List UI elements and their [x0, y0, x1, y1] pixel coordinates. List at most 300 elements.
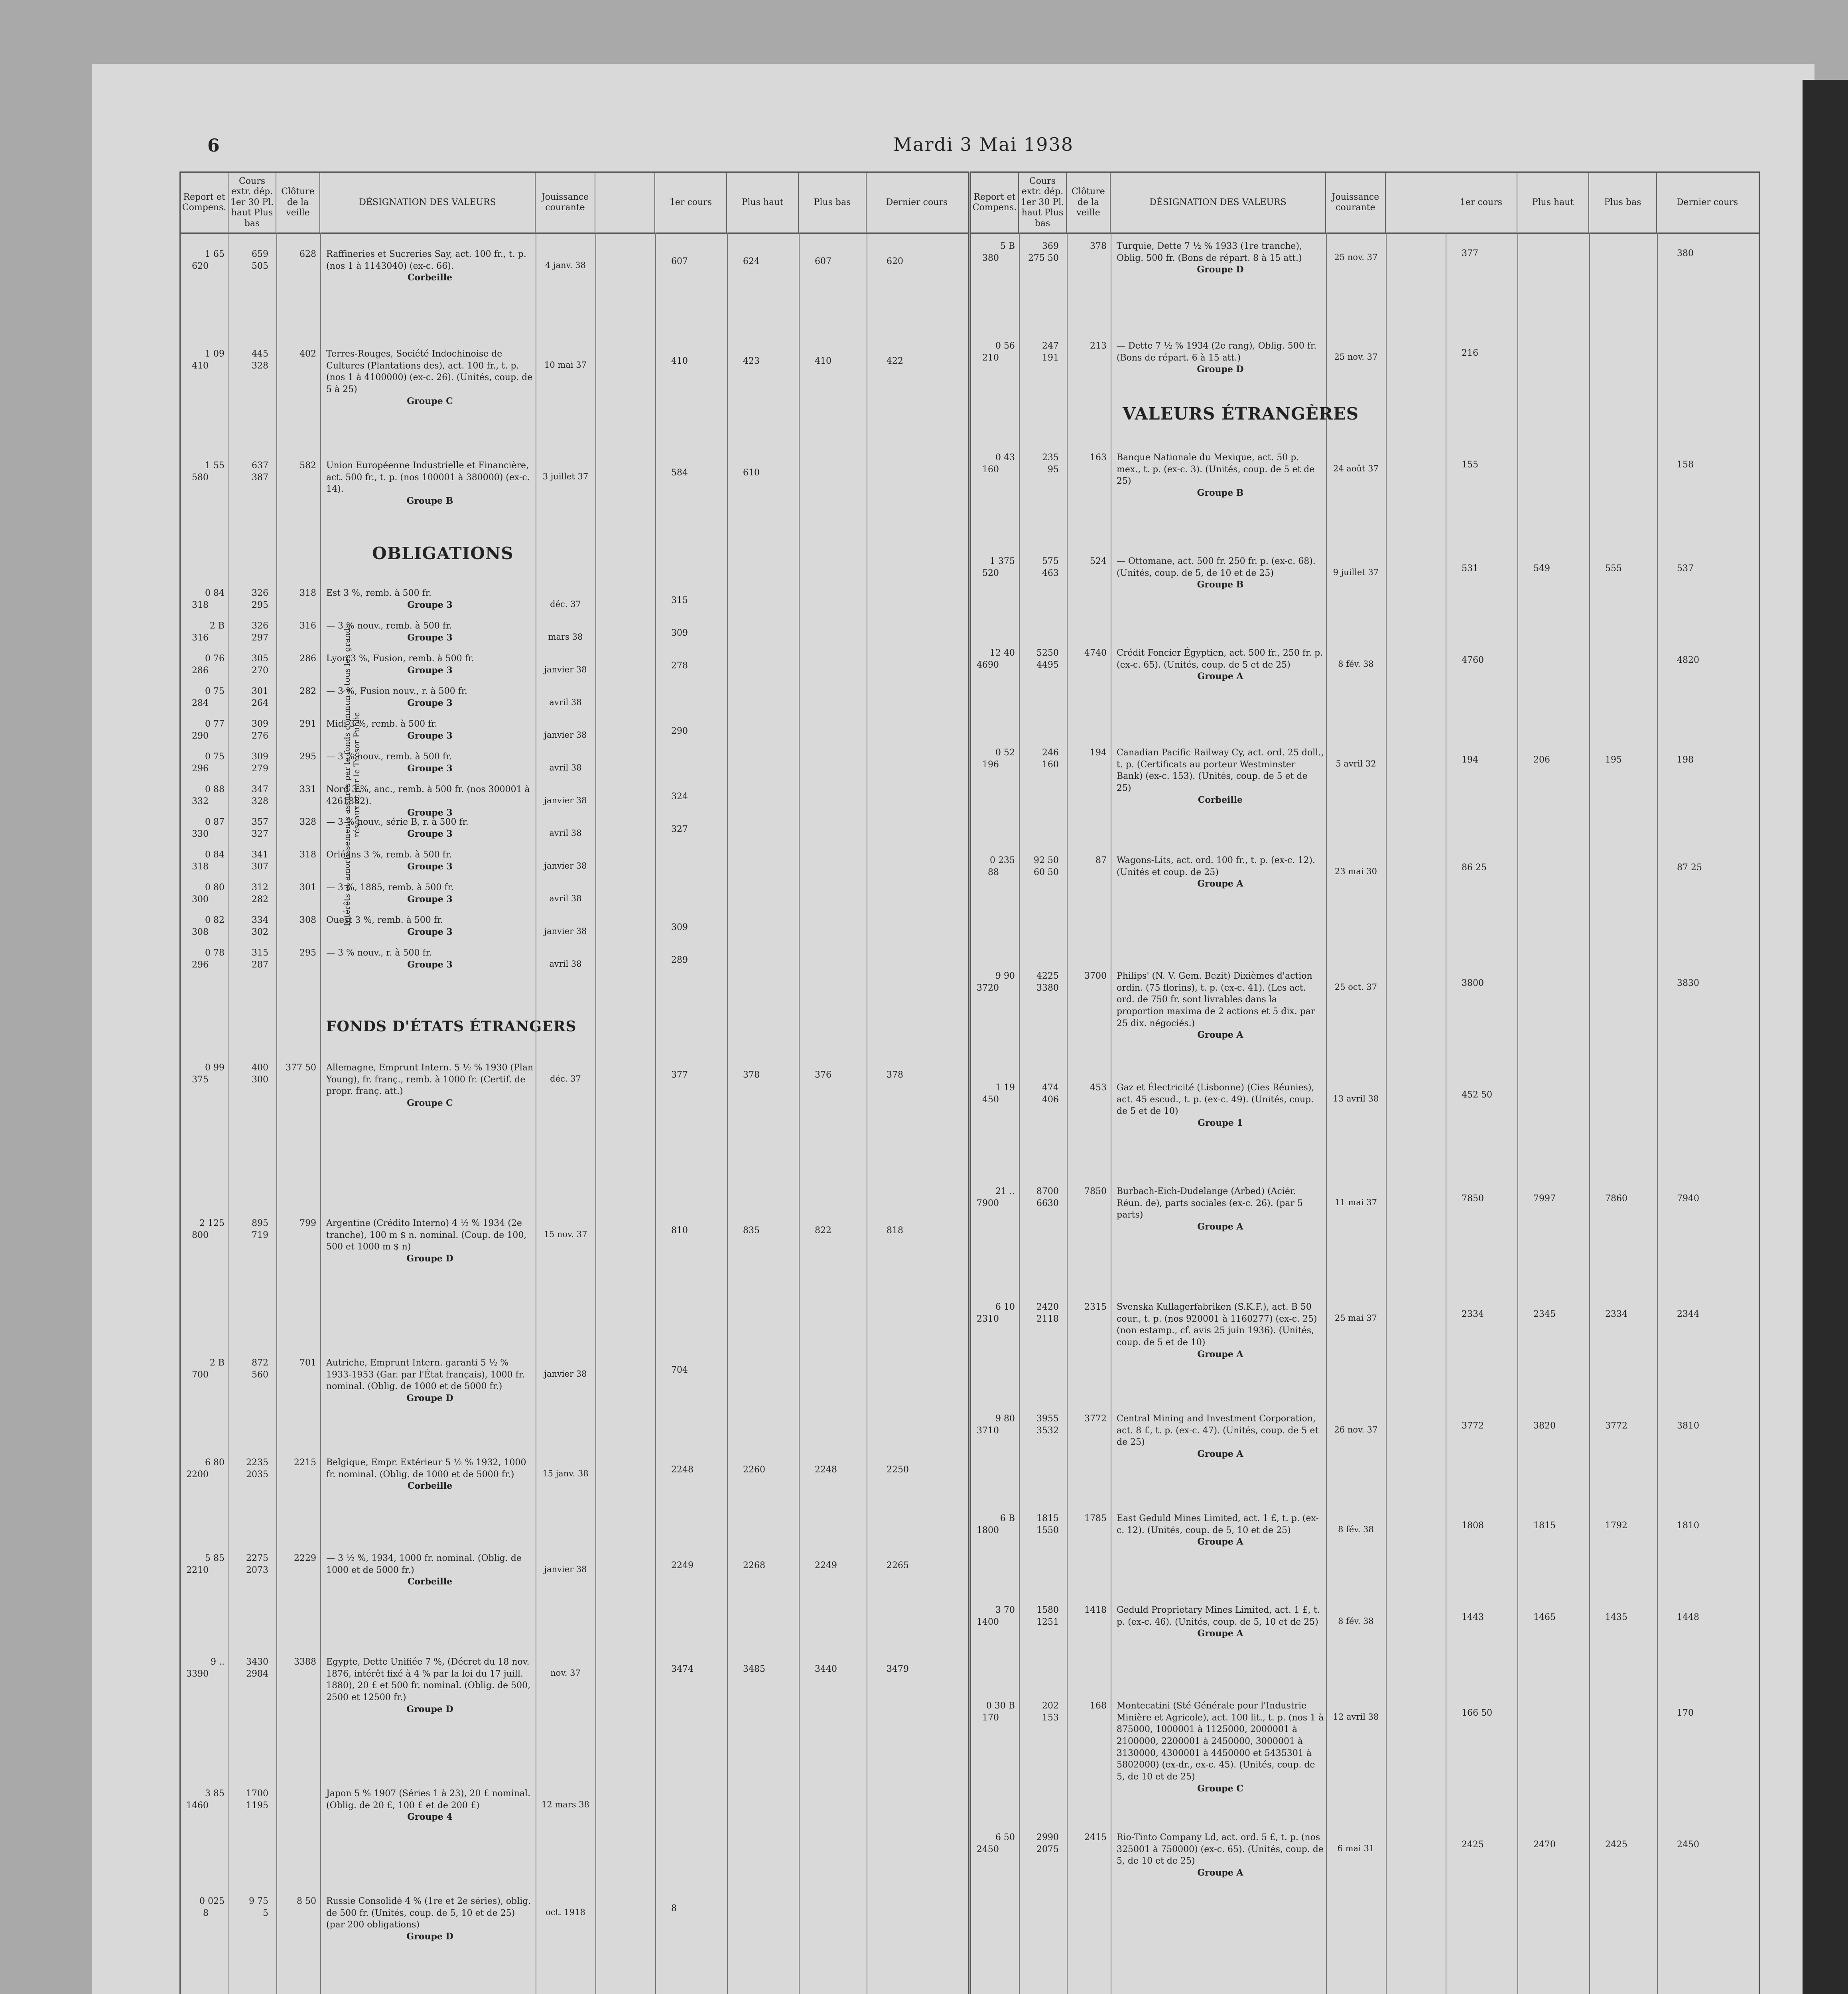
report-value: 6 50: [995, 1832, 1015, 1842]
plus-bas: 1435: [1605, 1612, 1627, 1622]
security-group: Groupe A: [1197, 1349, 1243, 1360]
valeurs-etrangeres-title: VALEURS ÉTRANGÈRES: [1123, 404, 1359, 424]
plus-bas-annual: 282: [252, 895, 268, 904]
report-value: 0 30 B: [986, 1701, 1015, 1711]
jouissance-value: déc. 37: [550, 599, 581, 609]
security-designation: [1117, 452, 1324, 499]
compens-value: 3390: [186, 1669, 209, 1679]
compens-value: 620: [192, 261, 209, 271]
plus-haut-annual: 1815: [1036, 1513, 1059, 1523]
plus-bas: 2248: [815, 1465, 837, 1475]
cloture-value: 628: [299, 249, 316, 259]
plus-bas-annual: 387: [252, 473, 268, 483]
plus-haut-annual: 872: [252, 1358, 268, 1368]
plus-bas: 195: [1605, 755, 1622, 765]
plus-bas-annual: 279: [252, 764, 268, 774]
header-cloture: Clôture de la veille: [276, 173, 320, 233]
rule: [1517, 233, 1518, 1994]
jouissance-value: 26 nov. 37: [1334, 1425, 1378, 1434]
cloture-value: 163: [1090, 453, 1107, 463]
dernier-cours: 620: [887, 256, 903, 266]
jouissance-value: avril 38: [549, 763, 582, 772]
security-group: Groupe A: [1197, 1449, 1243, 1460]
plus-haut-annual: 2275: [246, 1553, 268, 1563]
report-value: 9 90: [995, 971, 1015, 981]
first-cours: 607: [671, 256, 688, 266]
obligations-title: OBLIGATIONS: [372, 544, 514, 563]
security-group: Groupe D: [1197, 364, 1244, 375]
security-group: Groupe 3: [407, 730, 453, 741]
security-name: Autriche, Emprunt Intern. garanti 5 ½ % 1933-1953 (Gar. par l'État français), 1000 fr. nominal. (Oblig. de 1000 et de 5000 fr.): [326, 1358, 525, 1392]
security-designation: [326, 947, 534, 971]
plus-haut-annual: 474: [1042, 1083, 1059, 1093]
first-cours: 2248: [671, 1465, 693, 1475]
dernier-cours: 2344: [1677, 1309, 1699, 1319]
security-designation: [1117, 1413, 1324, 1460]
jouissance-value: 8 fév. 38: [1338, 1616, 1374, 1626]
report-value: 9 ..: [211, 1657, 225, 1667]
security-name: Banque Nationale du Mexique, act. 50 p. mex., t. p. (ex-c. 3). (Unités, coup. de 5 et de 25): [1117, 453, 1315, 487]
report-value: 9 80: [995, 1414, 1015, 1424]
plus-haut: 1465: [1533, 1612, 1556, 1622]
security-designation: [326, 1457, 534, 1492]
plus-bas-annual: 327: [252, 829, 268, 839]
report-value: 1 19: [995, 1083, 1015, 1093]
security-group: Groupe A: [1197, 1222, 1243, 1232]
security-name: — 3 ½ %, 1934, 1000 fr. nominal. (Oblig. de 1000 et de 5000 fr.): [326, 1553, 522, 1575]
plus-bas-annual: 95: [1048, 465, 1059, 475]
plus-haut: 549: [1533, 564, 1550, 573]
security-name: Rio-Tinto Company Ld, act. ord. 5 £, t. p. (nos 325001 à 750000) (ex-c. 65). (Unités, coup. de 5, de 10 et de 25): [1117, 1832, 1324, 1866]
compens-value: 375: [192, 1075, 209, 1085]
security-group: Groupe D: [406, 1253, 453, 1264]
compens-value: 300: [192, 895, 209, 904]
plus-bas-annual: 307: [252, 862, 268, 872]
header-blank: [595, 173, 655, 233]
cloture-value: 331: [299, 784, 316, 794]
dernier-cours: 818: [887, 1226, 903, 1235]
jouissance-value: 8 fév. 38: [1338, 1525, 1374, 1534]
compens-value: 318: [192, 600, 209, 610]
plus-bas: 555: [1605, 564, 1622, 573]
dernier-cours: 422: [887, 356, 903, 366]
report-value: 5 B: [1000, 241, 1015, 251]
jouissance-value: 5 avril 32: [1336, 759, 1376, 768]
plus-haut: 206: [1533, 755, 1550, 765]
plus-haut-annual: 301: [252, 686, 268, 696]
first-cours: 216: [1462, 348, 1478, 358]
dernier-cours: 7940: [1677, 1194, 1699, 1204]
compens-value: 580: [192, 473, 209, 483]
security-name: — 3 % nouv., r. à 500 fr.: [326, 948, 432, 958]
plus-haut-annual: 341: [252, 850, 268, 860]
compens-value: 284: [192, 698, 209, 708]
security-name: Ouest 3 %, remb. à 500 fr.: [326, 915, 443, 925]
security-name: — 3 % nouv., remb. à 500 fr.: [326, 621, 452, 631]
plus-haut-annual: 247: [1042, 341, 1059, 351]
jouissance-value: janvier 38: [544, 730, 587, 740]
plus-haut: 2470: [1533, 1840, 1556, 1850]
compens-value: 286: [192, 666, 209, 676]
security-designation: [326, 1656, 534, 1715]
security-designation: [1117, 1186, 1324, 1233]
header-cloture: Clôture de la veille: [1067, 173, 1111, 233]
cloture-value: 524: [1090, 556, 1107, 566]
first-cours: 704: [671, 1365, 688, 1375]
security-designation: [1117, 1700, 1324, 1795]
jouissance-value: 9 juillet 37: [1333, 567, 1379, 577]
compens-value: 330: [192, 829, 209, 839]
first-cours: 452 50: [1462, 1090, 1492, 1100]
jouissance-value: 4 janv. 38: [545, 260, 586, 270]
plus-bas-annual: 191: [1042, 353, 1059, 363]
security-group: Corbeille: [407, 272, 453, 283]
plus-haut-annual: 326: [252, 621, 268, 631]
left-header-row: [181, 173, 968, 234]
plus-haut: 835: [743, 1226, 760, 1235]
plus-haut-annual: 369: [1042, 241, 1059, 251]
header-1er-cours: 1er cours: [655, 173, 727, 233]
jouissance-value: mars 38: [548, 632, 583, 642]
plus-bas-annual: 1195: [246, 1801, 268, 1811]
security-name: — 3 % nouv., remb. à 500 fr.: [326, 752, 452, 762]
rule: [1657, 233, 1658, 1994]
security-group: Groupe 3: [407, 599, 453, 610]
right-header-row: [971, 173, 1759, 234]
plus-haut-annual: 4225: [1036, 971, 1059, 981]
security-designation: [1117, 970, 1324, 1041]
security-name: Egypte, Dette Unifiée 7 %, (Décret du 18 nov. 1876, intérêt fixé à 4 % par la loi du 17 juill. 1880), 20 £ et 500 fr. nominal. (Oblig. de 500, 2500 et 12500 fr.): [326, 1657, 531, 1703]
cloture-value: 3772: [1084, 1414, 1107, 1424]
plus-bas: 2249: [815, 1561, 837, 1570]
cloture-value: 295: [299, 948, 316, 958]
security-name: Orléans 3 %, remb. à 500 fr.: [326, 850, 452, 860]
header-1er-cours: 1er cours: [1446, 173, 1517, 233]
rule: [320, 233, 321, 1994]
security-name: Philips' (N. V. Gem. Bezit) Dixièmes d'action ordin. (75 florins), t. p. (ex-c. 41). (Les act. ord. de 750 fr. sont livrables dans la proportion maxima de 2 actions et 5 dix. par 25 dix. négociés.): [1117, 971, 1315, 1029]
plus-bas-annual: 560: [252, 1370, 268, 1380]
page-edge-strip: [1803, 80, 1848, 1994]
security-name: Union Européenne Industrielle et Financière, act. 500 fr., t. p. (nos 100001 à 380000) (ex-c. 14).: [326, 461, 530, 495]
first-cours: 2334: [1462, 1309, 1484, 1319]
security-designation: [1117, 747, 1324, 806]
compens-value: 4690: [977, 660, 999, 670]
security-group: Groupe 3: [407, 665, 453, 676]
report-value: 0 56: [995, 341, 1015, 351]
report-value: 0 99: [205, 1063, 225, 1073]
cloture-value: 2315: [1084, 1302, 1107, 1312]
header-report: Report et Compens.: [971, 173, 1019, 233]
plus-bas-annual: 3532: [1036, 1426, 1059, 1436]
jouissance-value: 13 avril 38: [1333, 1094, 1379, 1103]
security-group: Groupe 3: [407, 808, 453, 818]
first-cours: 289: [671, 955, 688, 965]
jouissance-value: janvier 38: [544, 926, 587, 936]
plus-bas-annual: 406: [1042, 1095, 1059, 1105]
report-value: 12 40: [990, 648, 1015, 658]
compens-value: 3710: [977, 1426, 999, 1436]
compens-value: 450: [982, 1095, 999, 1105]
dernier-cours: 537: [1677, 564, 1694, 573]
plus-bas-annual: 2075: [1036, 1844, 1059, 1854]
report-value: 0 88: [205, 784, 225, 794]
security-group: Groupe 3: [407, 959, 453, 970]
security-group: Groupe B: [1197, 488, 1244, 498]
report-value: 0 52: [995, 748, 1015, 758]
cloture-value: 318: [299, 850, 316, 860]
plus-haut: 3820: [1533, 1421, 1556, 1431]
left-table: [179, 171, 969, 1994]
compens-value: 160: [982, 465, 999, 475]
security-group: Corbeille: [407, 1481, 453, 1492]
report-value: 0 84: [205, 588, 225, 598]
compens-value: 1460: [186, 1801, 209, 1811]
plus-bas-annual: 60 50: [1034, 867, 1059, 877]
plus-bas: 822: [815, 1226, 831, 1235]
compens-value: 318: [192, 862, 209, 872]
report-value: 2 B: [209, 621, 225, 631]
security-designation: [1117, 240, 1324, 276]
plus-bas-annual: 5: [263, 1908, 268, 1918]
jouissance-value: 24 août 37: [1333, 464, 1379, 473]
cloture-value: 87: [1095, 855, 1107, 865]
compens-value: 290: [192, 731, 209, 741]
jouissance-value: oct. 1918: [546, 1907, 585, 1917]
security-name: — 3 %, 1885, remb. à 500 fr.: [326, 883, 454, 893]
first-cours: 86 25: [1462, 863, 1487, 873]
jouissance-value: 11 mai 37: [1335, 1198, 1377, 1207]
cloture-value: 7850: [1084, 1186, 1107, 1196]
header-designation: DÉSIGNATION DES VALEURS: [320, 173, 536, 233]
security-group: Groupe 3: [407, 828, 453, 839]
first-cours: 309: [671, 628, 688, 638]
report-value: 1 55: [205, 461, 225, 471]
plus-haut-annual: 9 75: [249, 1896, 268, 1906]
jouissance-value: 25 mai 37: [1335, 1313, 1377, 1323]
compens-value: 1400: [977, 1617, 999, 1627]
cloture-value: 168: [1090, 1701, 1107, 1711]
security-designation: [326, 1788, 534, 1823]
security-group: Groupe D: [406, 1931, 453, 1942]
plus-haut: 2260: [743, 1465, 765, 1475]
jouissance-value: 23 mai 30: [1335, 867, 1377, 876]
report-value: 0 235: [990, 855, 1015, 865]
security-name: Japon 5 % 1907 (Séries 1 à 23), 20 £ nominal. (Oblig. de 20 £, 100 £ et de 200 £): [326, 1789, 531, 1811]
security-designation: [326, 1218, 534, 1265]
rule: [727, 233, 728, 1994]
header-plus-bas: Plus bas: [1589, 173, 1657, 233]
plus-haut-annual: 309: [252, 719, 268, 729]
security-name: — Dette 7 ½ % 1934 (2e rang), Oblig. 500 fr. (Bons de répart. 6 à 15 att.): [1117, 341, 1317, 363]
cloture-value: 295: [299, 752, 316, 762]
cloture-value: 3388: [294, 1657, 316, 1667]
security-name: Raffineries et Sucreries Say, act. 100 fr., t. p. (nos 1 à 1143040) (ex-c. 66).: [326, 249, 526, 271]
jouissance-value: janvier 38: [544, 1369, 587, 1379]
security-name: Argentine (Crédito Interno) 4 ½ % 1934 (2e tranche), 100 m $ n. nominal. (Coup. de 100, 500 et 1000 m $ n): [326, 1218, 527, 1252]
report-value: 3 85: [205, 1789, 225, 1799]
plus-haut-annual: 347: [252, 784, 268, 794]
cloture-value: 2415: [1084, 1832, 1107, 1842]
cloture-value: 308: [299, 915, 316, 925]
first-cours: 194: [1462, 755, 1478, 765]
report-value: 0 84: [205, 850, 225, 860]
report-value: 0 87: [205, 817, 225, 827]
plus-bas: 376: [815, 1070, 831, 1080]
compens-value: 520: [982, 568, 999, 578]
plus-haut-annual: 3430: [246, 1657, 268, 1667]
first-cours: 377: [671, 1070, 688, 1080]
jouissance-value: avril 38: [549, 959, 582, 969]
plus-bas-annual: 287: [252, 960, 268, 970]
plus-haut-annual: 895: [252, 1218, 268, 1228]
dernier-cours: 170: [1677, 1708, 1694, 1718]
cloture-value: 1418: [1084, 1605, 1107, 1615]
jouissance-value: nov. 37: [550, 1668, 581, 1678]
security-name: — Ottomane, act. 500 fr. 250 fr. p. (ex-c. 68). (Unités, coup. de 5, de 10 et de 25): [1117, 556, 1316, 578]
jouissance-value: 25 nov. 37: [1334, 352, 1378, 362]
security-group: Groupe C: [407, 1098, 453, 1109]
security-group: Groupe A: [1197, 1537, 1243, 1547]
cloture-value: 2215: [294, 1458, 316, 1468]
first-cours: 2425: [1462, 1840, 1484, 1850]
plus-haut-annual: 659: [252, 249, 268, 259]
jouissance-value: 6 mai 31: [1337, 1844, 1375, 1853]
security-designation: [1117, 1604, 1324, 1640]
plus-haut-annual: 445: [252, 349, 268, 359]
rule: [1019, 233, 1020, 1994]
plus-bas-annual: 1251: [1036, 1617, 1059, 1627]
dernier-cours: 158: [1677, 460, 1694, 470]
compens-value: 332: [192, 796, 209, 806]
security-designation: [1117, 1513, 1324, 1548]
security-name: Russie Consolidé 4 % (1re et 2e séries), oblig. de 500 fr. (Unités, coup. de 5, 10 et de 25) (par 200 obligations): [326, 1896, 531, 1930]
first-cours: 155: [1462, 460, 1478, 470]
page-number: 6: [207, 136, 220, 156]
plus-bas: 607: [815, 256, 831, 266]
jouissance-value: 10 mai 37: [544, 360, 587, 370]
cloture-value: 3700: [1084, 971, 1107, 981]
compens-value: 380: [982, 253, 999, 263]
first-cours: 2249: [671, 1561, 693, 1570]
security-designation: [1117, 647, 1324, 683]
security-group: Groupe A: [1197, 1628, 1243, 1639]
plus-haut: 423: [743, 356, 760, 366]
first-cours: 7850: [1462, 1194, 1484, 1204]
security-name: Gaz et Électricité (Lisbonne) (Cies Réunies), act. 45 escud., t. p. (ex-c. 49). (Unités, coup. de 5 et de 10): [1117, 1083, 1314, 1117]
plus-haut: 624: [743, 256, 760, 266]
security-group: Groupe 3: [407, 763, 453, 774]
right-table: [970, 171, 1760, 1994]
compens-value: 8: [203, 1908, 209, 1918]
plus-haut-annual: 1700: [246, 1789, 268, 1799]
report-value: 2 B: [209, 1358, 225, 1368]
jouissance-value: 8 fév. 38: [1338, 659, 1374, 669]
first-cours: 4760: [1462, 655, 1484, 665]
first-cours: 327: [671, 824, 688, 834]
security-group: Groupe 1: [1198, 1118, 1243, 1129]
plus-bas-annual: 160: [1042, 760, 1059, 770]
plus-bas-annual: 328: [252, 361, 268, 371]
plus-bas-annual: 463: [1042, 568, 1059, 578]
plus-haut-annual: 5250: [1036, 648, 1059, 658]
cloture-value: 194: [1090, 748, 1107, 758]
security-name: Montecatini (Sté Générale pour l'Industrie Minière et Agricole), act. 100 lit., t. p. (nos 1 à 875000, 1000001 à 1125000, 2000001 à 2100000, 2200001 à 2450000, 3000001 à 3130000, 4300001 à 4450000 et 5435301 à 5802000) (ex-dr., ex-c. 45). (Unités, coup. de 5, de 10 et de 25): [1117, 1701, 1324, 1782]
first-cours: 810: [671, 1226, 688, 1235]
security-group: Groupe A: [1197, 879, 1243, 889]
security-group: Groupe B: [1197, 579, 1244, 590]
plus-haut-annual: 357: [252, 817, 268, 827]
jouissance-value: 12 mars 38: [541, 1800, 590, 1809]
plus-haut-annual: 2235: [246, 1458, 268, 1468]
plus-bas: 3772: [1605, 1421, 1627, 1431]
security-name: Midi 3 %, remb. à 500 fr.: [326, 719, 437, 729]
header-jouissance: Jouissance courante: [1326, 173, 1386, 233]
plus-bas: 410: [815, 356, 831, 366]
plus-bas-annual: 4495: [1036, 660, 1059, 670]
security-group: Groupe 3: [407, 698, 453, 708]
security-group: Groupe 3: [407, 894, 453, 904]
plus-bas: 2425: [1605, 1840, 1627, 1850]
report-value: 0 82: [205, 915, 225, 925]
report-value: 0 025: [199, 1896, 225, 1906]
plus-bas: 2334: [1605, 1309, 1627, 1319]
security-designation: [326, 1062, 534, 1109]
header-jouissance: Jouissance courante: [536, 173, 595, 233]
dernier-cours: 3479: [887, 1664, 909, 1674]
jouissance-value: déc. 37: [550, 1074, 581, 1084]
header-plus-bas: Plus bas: [799, 173, 867, 233]
plus-bas-annual: 719: [252, 1230, 268, 1240]
cloture-value: 291: [299, 719, 316, 729]
report-value: 1 65: [205, 249, 225, 259]
plus-haut: 1815: [1533, 1521, 1556, 1531]
first-cours: 584: [671, 468, 688, 478]
plus-bas-annual: 328: [252, 796, 268, 806]
cloture-value: 301: [299, 883, 316, 893]
plus-haut: 2268: [743, 1561, 765, 1570]
plus-haut-annual: 312: [252, 883, 268, 893]
plus-haut-annual: 305: [252, 654, 268, 664]
plus-haut-annual: 637: [252, 461, 268, 471]
jouissance-value: avril 38: [549, 894, 582, 903]
cloture-value: 453: [1090, 1083, 1107, 1093]
jouissance-value: janvier 38: [544, 796, 587, 805]
report-value: 0 75: [205, 686, 225, 696]
dernier-cours: 3810: [1677, 1421, 1699, 1431]
plus-haut-annual: 575: [1042, 556, 1059, 566]
jouissance-value: avril 38: [549, 698, 582, 707]
jouissance-value: 15 nov. 37: [544, 1230, 587, 1239]
security-designation: [326, 587, 534, 611]
cloture-value: 378: [1090, 241, 1107, 251]
plus-bas-annual: 270: [252, 666, 268, 676]
report-value: 6 80: [205, 1458, 225, 1468]
plus-bas-annual: 6630: [1036, 1198, 1059, 1208]
plus-bas-annual: 3380: [1036, 983, 1059, 993]
first-cours: 1443: [1462, 1612, 1484, 1622]
cloture-value: 328: [299, 817, 316, 827]
cloture-value: 701: [299, 1358, 316, 1368]
rule: [1067, 233, 1068, 1994]
jouissance-value: 12 avril 38: [1333, 1712, 1379, 1722]
security-group: Corbeille: [407, 1576, 453, 1587]
cloture-value: 377 50: [286, 1063, 316, 1073]
security-group: Groupe D: [406, 1393, 453, 1404]
security-designation: [326, 1895, 534, 1943]
header-cours-extr: Cours extr. dép. 1er 30 Pl. haut Plus bas: [229, 173, 276, 233]
security-group: Groupe A: [1197, 1030, 1243, 1040]
plus-haut-annual: 92 50: [1034, 855, 1059, 865]
